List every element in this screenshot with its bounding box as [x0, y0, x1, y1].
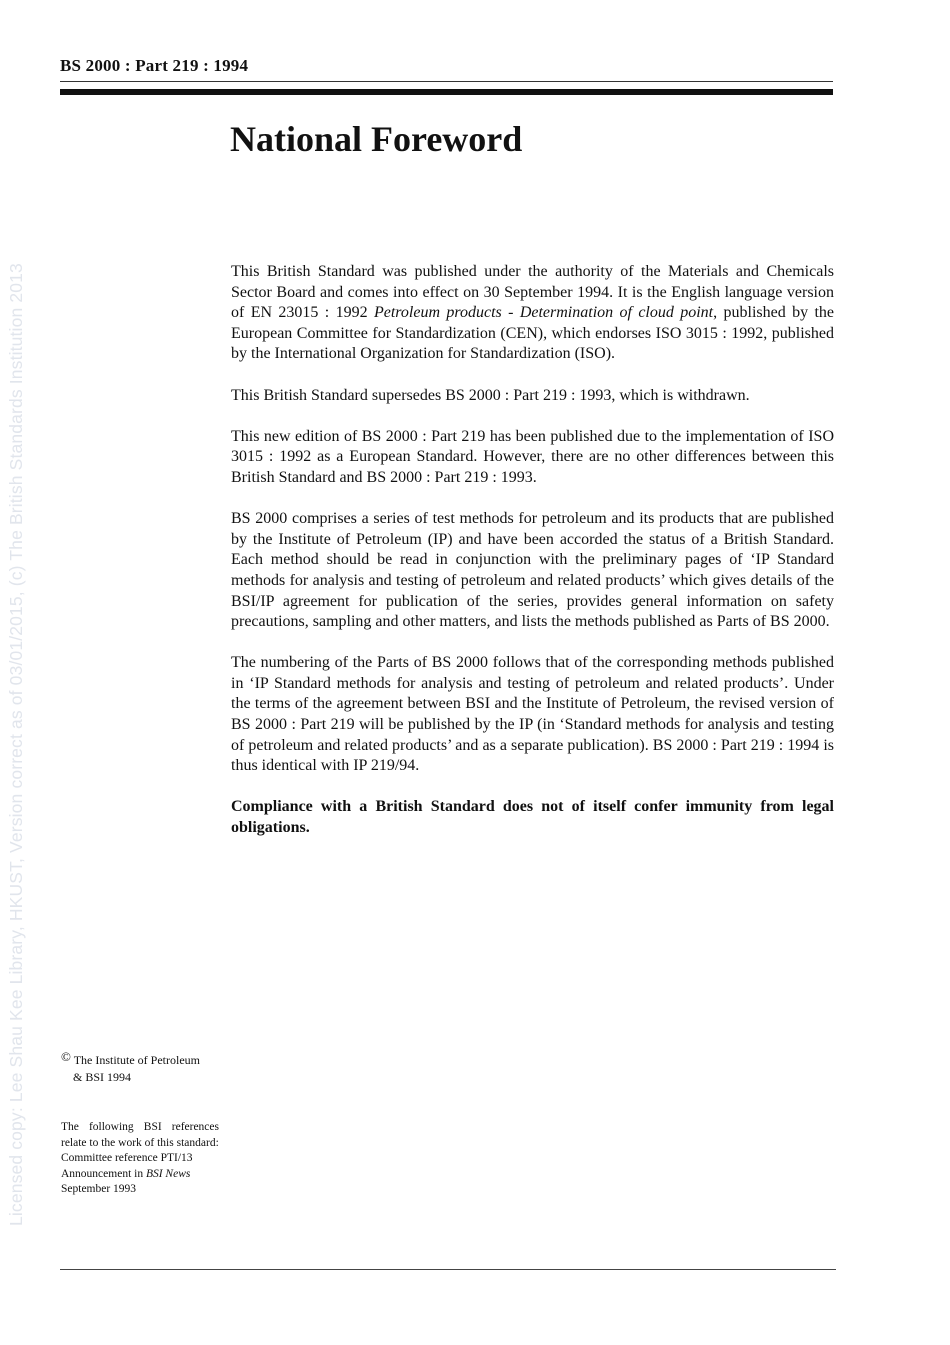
paragraph-series: BS 2000 comprises a series of test methods for petroleum and its products that are published by the Institute of Petroleum (IP) and have been accorded the status of a British Standard. Each method should be read in conjunction with the preliminary pages of ‘IP Standard methods for analysis and testing of petroleum and related products’ which gives details of the BSI/IP agreement for publication of the series, provides general information on safety precautions, sampling and other matters, and lists the methods published as Parts of BS 2000.	[231, 510, 834, 631]
header-rule-thin	[60, 81, 833, 82]
license-watermark: Licensed copy: Lee Shau Kee Library, HKUST, Version correct as of 03/01/2015, (c) The British Standards Institution 2013	[6, 263, 26, 1226]
announcement-prefix: Announcement in	[61, 1167, 146, 1180]
footer-rule	[60, 1269, 836, 1270]
copyright-symbol: ©	[61, 1049, 71, 1064]
refs-intro: The following BSI references relate to the work of this standard:	[61, 1121, 219, 1149]
paragraph-numbering: The numbering of the Parts of BS 2000 follows that of the corresponding methods published in ‘IP Standard methods for analysis and testing of petroleum and related products’. Under the terms of the agreement between BSI and the Institute of Petroleum, the revised version of BS 2000 : Part 219 will be published by the IP (in ‘Standard methods for analysis and testing of petroleum and related products’ and as a separate publication). BS 2000 : Part 219 : 1994 is thus identical with IP 219/94.	[231, 654, 834, 775]
bsi-news-italic: BSI News	[145, 1167, 191, 1180]
standard-title-italic: Petroleum products - Determination of cloud point	[373, 304, 714, 322]
bsi-references	[61, 1120, 219, 1198]
header-rule-thick	[60, 89, 833, 95]
announcement-date: September 1993	[61, 1183, 137, 1195]
copyright-notice	[61, 1048, 221, 1086]
page-title: National Foreword	[230, 119, 523, 159]
announcement	[61, 1167, 219, 1183]
paragraph-publication	[231, 262, 834, 365]
running-header: BS 2000 : Part 219 : 1994	[60, 56, 249, 75]
copyright-holder: The Institute of Petroleum	[73, 1053, 200, 1067]
paragraph-new-edition: This new edition of BS 2000 : Part 219 has been published due to the implementation of ISO 3015 : 1992 as a European Standard. However, there are no other differences between this British Standard and BS 2000 : Part 219 : 1993.	[231, 427, 834, 486]
committee-reference: Committee reference PTI/13	[61, 1152, 193, 1164]
paragraph-compliance: Compliance with a British Standard does not of itself confer immunity from legal obligations.	[231, 798, 834, 837]
paragraph-supersedes: This British Standard supersedes BS 2000 : Part 219 : 1993, which is withdrawn.	[231, 386, 750, 404]
copyright-year: & BSI 1994	[73, 1070, 132, 1084]
foreword-body	[231, 262, 834, 859]
paragraph-1-after: , published by the European Committee for Standardization (CEN), which endorses ISO 3015 : 1992, published by the International Organization for Standardization (ISO).	[231, 304, 835, 363]
paragraph-1-before: This British Standard was published under the authority of the Materials and Chemicals Sector Board and comes into effect on 30 September 1994. It is the English language version of EN 23015 : 1992	[231, 263, 834, 322]
